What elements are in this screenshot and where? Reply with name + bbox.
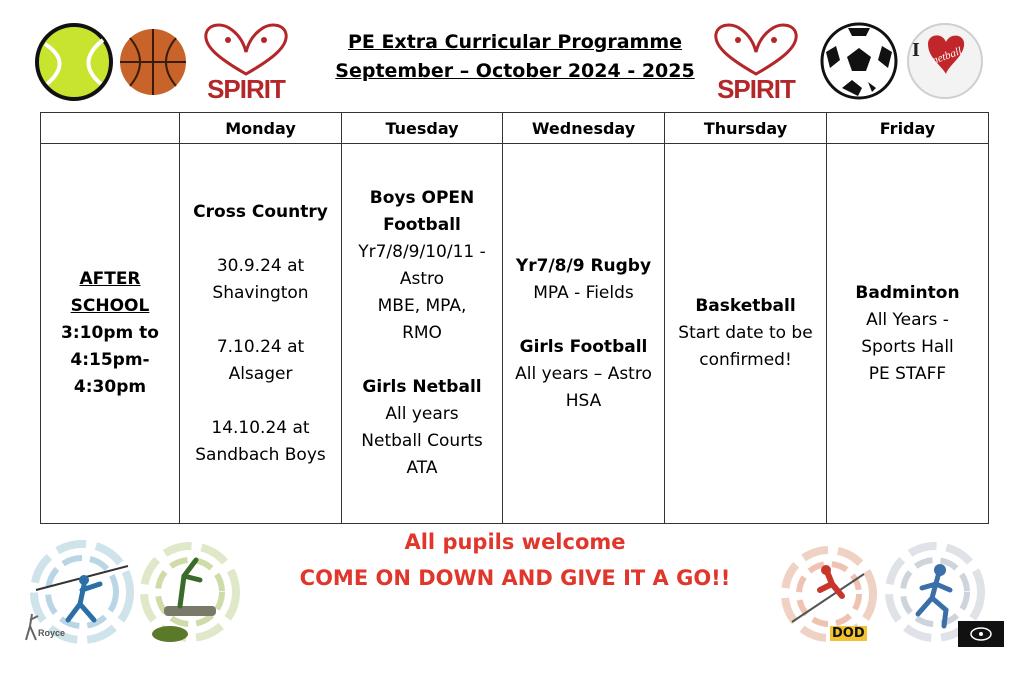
- dod-text: DOD: [832, 626, 865, 641]
- monday-activity: Cross Country: [193, 201, 328, 222]
- tuesday-line-4: RMO: [402, 323, 442, 343]
- dod-logo: [826, 620, 866, 646]
- royce-text: Royce: [38, 628, 66, 638]
- monday-event-2-venue: Alsager: [228, 363, 293, 384]
- wednesday-activity-1: Yr7/8/9 Rugby: [515, 255, 652, 276]
- footer-call-to-action: COME ON DOWN AND GIVE IT A GO!!: [299, 566, 731, 590]
- tuesday-cell: [342, 144, 503, 524]
- tuesday-activity-1b: Football: [383, 215, 461, 235]
- wednesday-cell: [503, 144, 665, 524]
- header-tuesday: Tuesday: [342, 113, 503, 144]
- monday-event-3-date: 14.10.24 at: [211, 417, 310, 438]
- heart-swans-icon: [198, 22, 294, 78]
- thursday-line-2: confirmed!: [699, 350, 792, 370]
- monday-event-1-venue: Shavington: [212, 282, 309, 303]
- tuesday-activity-2: Girls Netball: [362, 377, 482, 397]
- i-love-netball-badge: [906, 22, 984, 100]
- tuesday-line-7: ATA: [406, 458, 438, 478]
- footer-welcome: All pupils welcome: [404, 530, 626, 554]
- title-line-1: PE Extra Curricular Programme: [347, 31, 683, 53]
- time-school: SCHOOL: [70, 296, 150, 316]
- spirit-logo-text: SPIRIT: [207, 74, 285, 104]
- thursday-cell: [665, 144, 827, 524]
- time-start: 3:10pm to: [61, 323, 159, 343]
- header-friday: Friday: [827, 113, 989, 144]
- header-thursday: Thursday: [665, 113, 827, 144]
- page-title: [330, 28, 700, 86]
- friday-line-2: Sports Hall: [861, 336, 954, 357]
- thursday-line-1: Start date to be: [678, 323, 813, 343]
- time-end-2: 4:30pm: [73, 377, 147, 397]
- friday-activity: Badminton: [855, 282, 960, 303]
- table-header-row: [41, 113, 989, 144]
- time-cell: [41, 144, 180, 524]
- wednesday-line-1: MPA - Fields: [533, 282, 634, 303]
- wednesday-line-3: HSA: [565, 390, 602, 411]
- friday-cell: [827, 144, 989, 524]
- title-line-2: September – October 2024 - 2025: [335, 60, 695, 82]
- football-icon: [818, 22, 900, 100]
- header-wednesday: Wednesday: [503, 113, 665, 144]
- monday-event-2-date: 7.10.24 at: [216, 336, 305, 357]
- header-empty: [41, 113, 180, 144]
- royce-college-logo: [24, 612, 64, 652]
- tuesday-line-6: Netball Courts: [361, 431, 483, 451]
- after-school-row: [41, 144, 989, 524]
- wednesday-line-2: All years – Astro: [515, 363, 652, 384]
- heart-swans-icon: [708, 22, 804, 78]
- time-after: AFTER: [79, 269, 141, 289]
- dark-badge-icon: [958, 621, 1004, 647]
- thursday-activity: Basketball: [695, 296, 796, 316]
- tuesday-line-1: Yr7/8/9/10/11 -: [358, 242, 486, 262]
- monday-cell: [180, 144, 342, 524]
- spirit-logo-left: [198, 22, 294, 104]
- friday-line-3: PE STAFF: [868, 363, 947, 384]
- svg-text:I: I: [912, 39, 920, 61]
- time-end-1: 4:15pm-: [70, 350, 150, 370]
- wednesday-activity-2: Girls Football: [519, 336, 648, 357]
- tuesday-activity-1a: Boys OPEN: [369, 188, 475, 208]
- friday-line-1: All Years -: [866, 309, 949, 330]
- tennis-ball-icon: [33, 22, 115, 102]
- tuesday-line-5: All years: [385, 404, 459, 424]
- tuesday-line-2: Astro: [399, 269, 445, 289]
- monday-event-3-venue: Sandbach Boys: [195, 444, 326, 465]
- netball-badge-text: netball: [930, 45, 964, 67]
- spirit-logo-right: [708, 22, 804, 104]
- spirit-logo-text: SPIRIT: [717, 74, 795, 104]
- basketball-icon: [118, 26, 188, 98]
- programme-table: [40, 112, 989, 524]
- header-monday: Monday: [180, 113, 342, 144]
- monday-event-1-date: 30.9.24 at: [216, 255, 305, 276]
- gymnast-pommel-horse-icon: [140, 540, 240, 646]
- tuesday-line-3: MBE, MPA,: [377, 296, 467, 316]
